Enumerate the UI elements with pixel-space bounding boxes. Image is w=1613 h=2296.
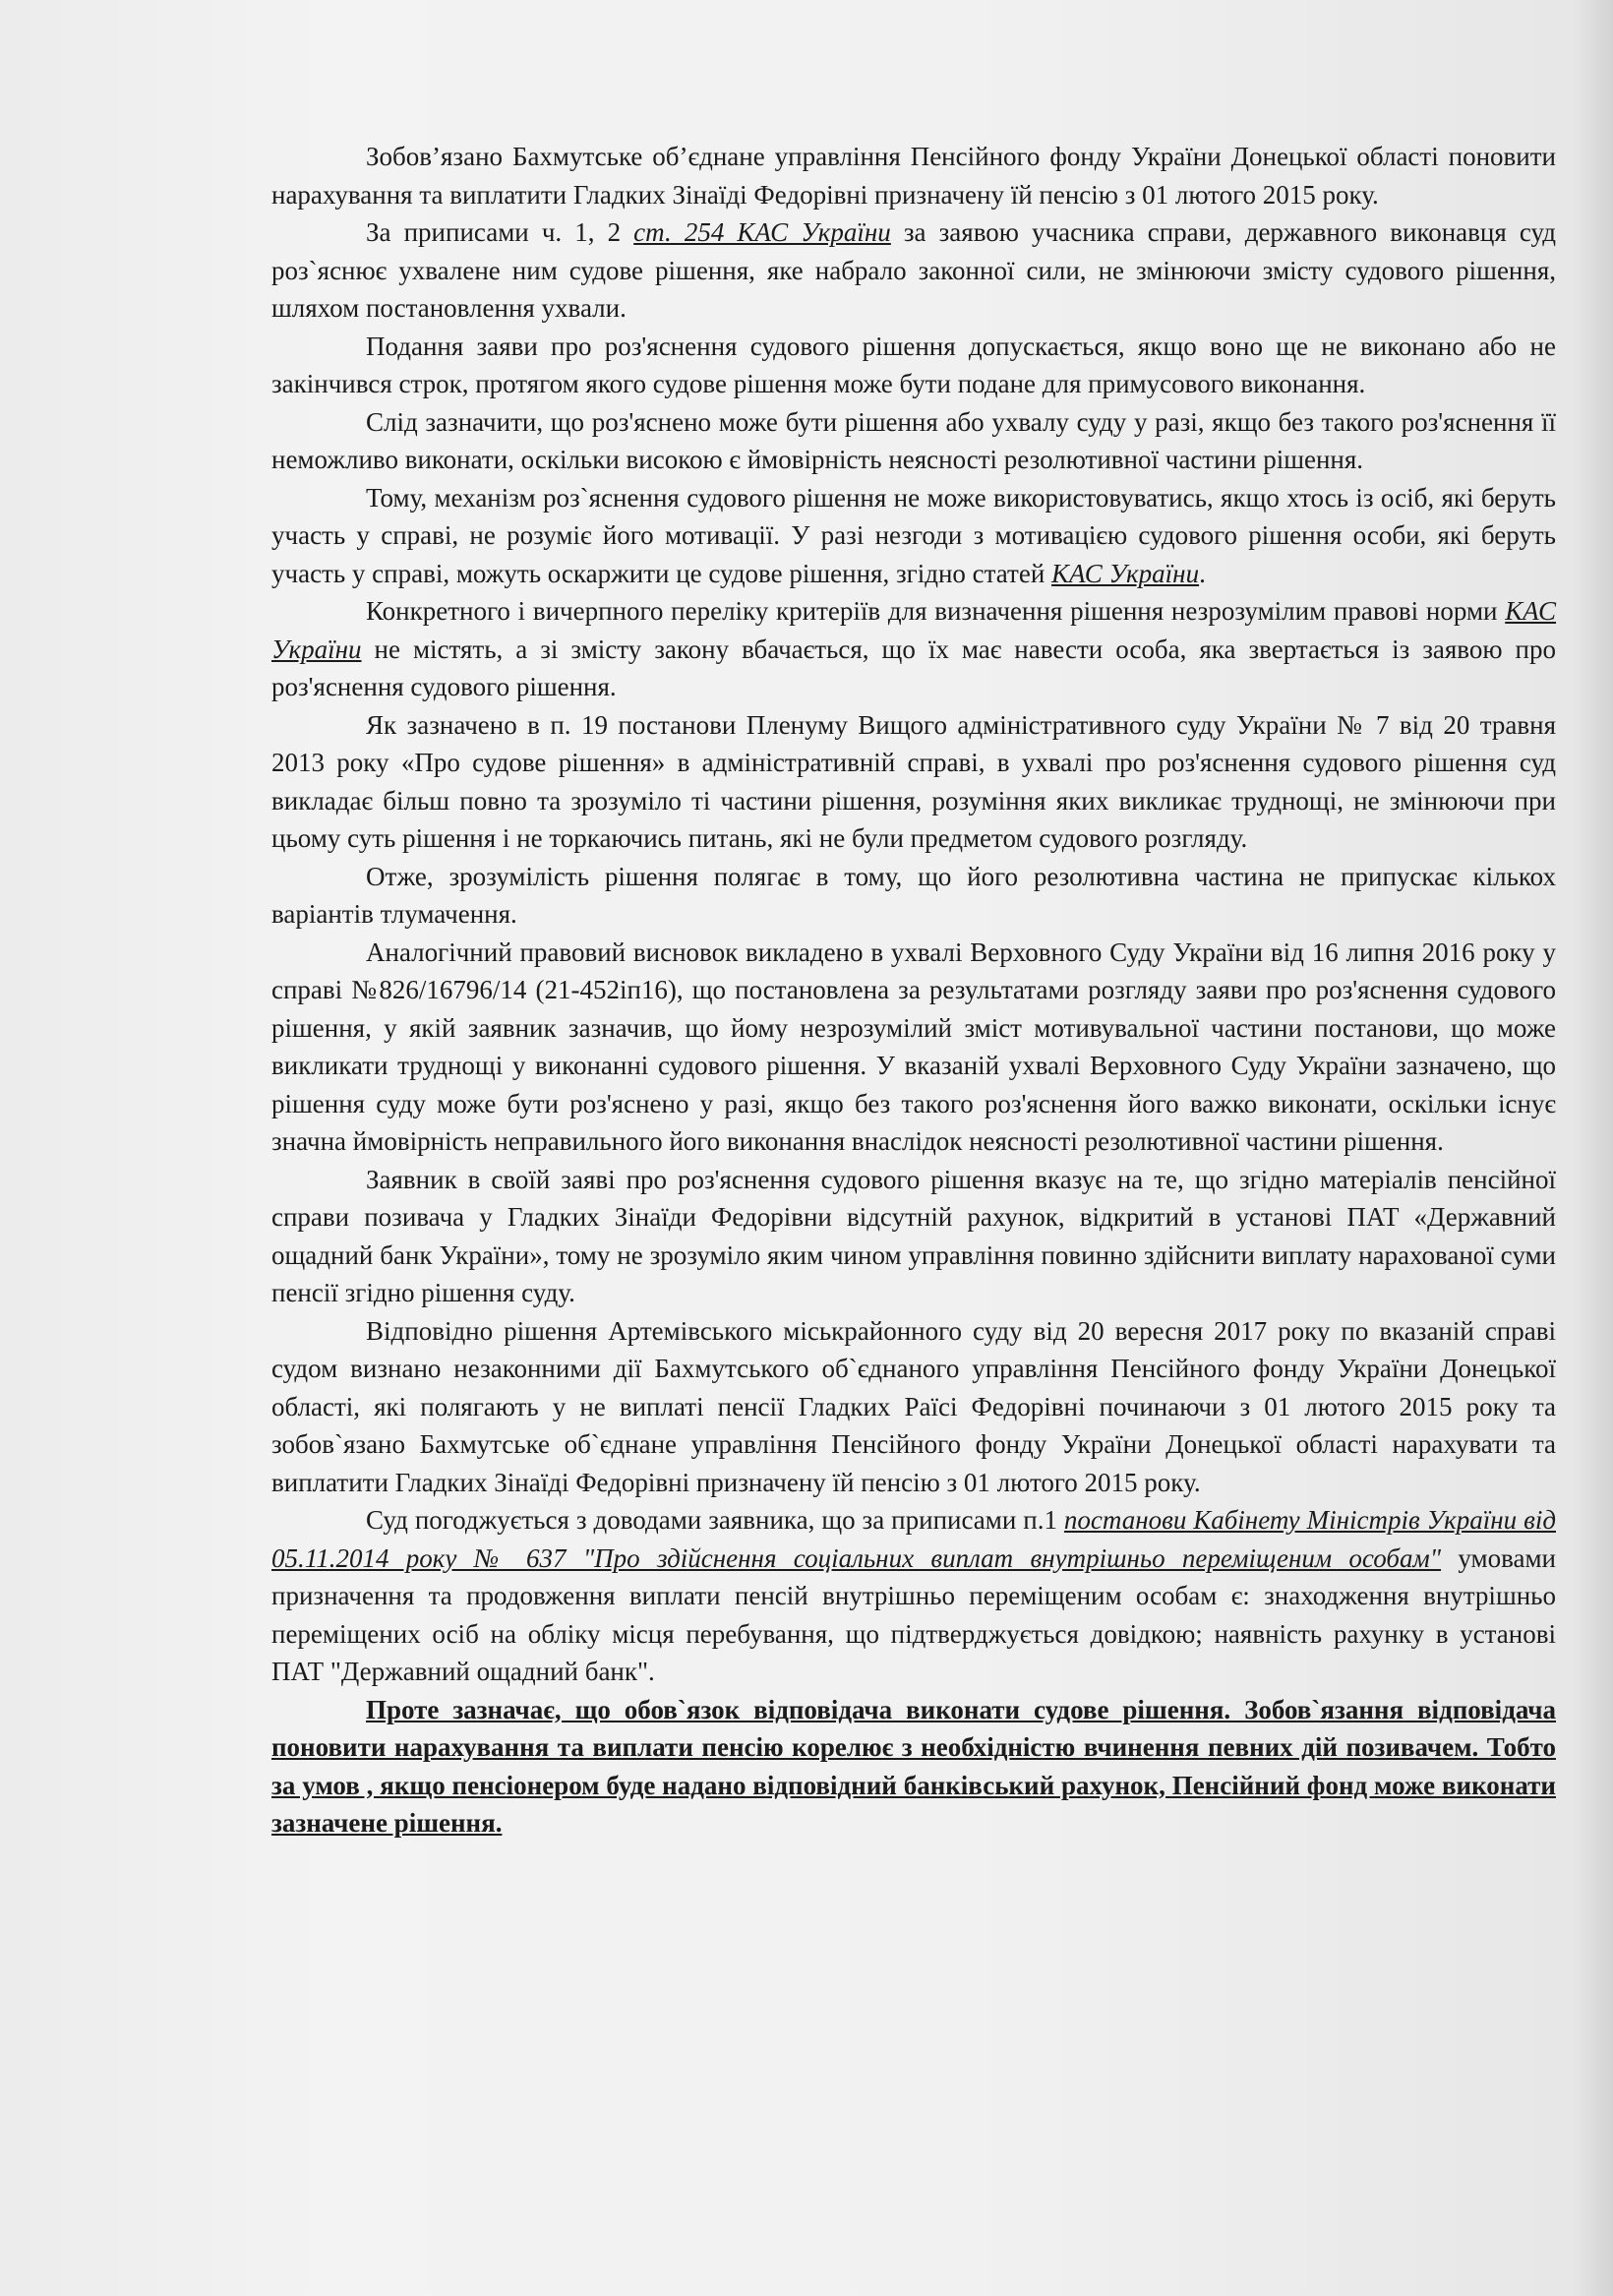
paragraph xyxy=(271,403,1556,479)
paragraph-text: Слід зазначити, що роз'яснено може бути рішення або ухвалу суду у разі, якщо без такого роз'яснення її неможливо виконати, оскільки високою є ймовірність неясності резолютивної частини рішення. xyxy=(271,406,1556,474)
page-edge-shadow xyxy=(1574,0,1613,2296)
paragraph xyxy=(271,1501,1556,1691)
paragraph xyxy=(271,213,1556,328)
paragraph xyxy=(271,1161,1556,1312)
paragraph-text: Як зазначено в п. 19 постанови Пленуму Вищого адміністративного суду України № 7 від 20 травня 2013 року «Про судове рішення» в адміністративній справі, в ухвалі про роз'яснення судового рішення суд викладає більш повно та зрозуміло ті частини рішення, розуміння яких викликає труднощі, не змінюючи при цьому суть рішення і не торкаючись питань, які не були предметом судового розгляду. xyxy=(271,709,1556,853)
paragraph-text: Конкретного і вичерпного переліку критеріїв для визначення рішення незрозумілим правові норми xyxy=(366,596,1506,626)
paragraph-text: Тому, механізм роз`яснення судового рішення не може використовуватись, якщо хтось із осіб, які беруть участь у справі, не розуміє його мотивації. У разі незгоди з мотивацією судового рішення особи, які беруть участь у справі, можуть оскаржити це судове рішення, згідно статей xyxy=(271,482,1556,588)
paragraph xyxy=(271,479,1556,593)
paragraph xyxy=(271,934,1556,1161)
paragraph xyxy=(271,858,1556,934)
paragraph-text: Подання заяви про роз'яснення судового рішення допускається, якщо воно ще не виконано або не закінчився строк, протягом якого судове рішення може бути подане для примусового виконання. xyxy=(271,331,1556,398)
document-body xyxy=(271,138,1556,1843)
paragraph-text: Відповідно рішення Артемівського міськрайонного суду від 20 вересня 2017 року по вказаній справі судом визнано незаконними дії Бахмутського об`єднаного управління Пенсійного фонду України Донецької області, які полягають у не виплаті пенсії Гладких Раїсі Федорівні починаючи з 01 лютого 2015 року та зобов`язано Бахмутське об`єднане управління Пенсійного фонду України Донецької області нарахувати та виплатити Гладких Зінаїді Федорівні призначену їй пенсію з 01 лютого 2015 року. xyxy=(271,1315,1556,1497)
paragraph-text: За приписами ч. 1, 2 xyxy=(366,217,634,247)
conclusion-paragraph xyxy=(271,1691,1556,1843)
paragraph-text: Аналогічний правовий висновок викладено в ухвалі Верховного Суду України від 16 липня 2016 року у справі №826/16796/14 (21-452іп16), що постановлена за результатами розгляду заяви про роз'яснення судового рішення, у якій заявник зазначив, що йому незрозумілий зміст мотивувальної частини постанови, що може викликати труднощі у виконанні судового рішення. У вказаній ухвалі Верховного Суду України зазначено, що рішення суду може бути роз'яснено у разі, якщо без такого роз'яснення його важко виконати, оскільки існує значна ймовірність неправильного його виконання внаслідок неясності резолютивної частини рішення. xyxy=(271,937,1556,1156)
paragraph-text: умовами призначення та продовження виплати пенсій внутрішньо переміщеним особам є: знаходження внутрішньо переміщених осіб на обліку місця перебування, що підтверджується довідкою; наявність рахунку в установі ПАТ "Державний ощадний банк". xyxy=(271,1542,1556,1686)
paragraph xyxy=(271,328,1556,403)
paragraph xyxy=(271,592,1556,706)
legal-reference-link[interactable]: постанови Кабінету Міністрів України від 05.11.2014 року № 637 "Про здійснення соціальних виплат внутрішньо переміщеним особам" xyxy=(271,1505,1556,1573)
paragraph-text: Заявник в своїй заяві про роз'яснення судового рішення вказує на те, що згідно матеріалів пенсійної справи позивача у Гладких Зінаїди Федорівни відсутній рахунок, відкритий в установі ПАТ «Державний ощадний банк України», тому не зрозуміло яким чином управління повинно здійснити виплату нарахованої суми пенсії згідно рішення суду. xyxy=(271,1164,1556,1307)
paragraph-text: не містять, а зі змісту закону вбачається, що їх має навести особа, яка звертається із заявою про роз'яснення судового рішення. xyxy=(271,634,1556,701)
paragraph-text: Зобов’язано Бахмутське об’єднане управління Пенсійного фонду України Донецької області поновити нарахування та виплатити Гладких Зінаїді Федорівні призначену їй пенсію з 01 лютого 2015 року. xyxy=(271,142,1556,210)
paragraph-text: Проте зазначає, що обов`язок відповідача виконати судове рішення. Зобов`язання відповідача поновити нарахування та виплати пенсію корелює з необхідністю вчинення певних дій позивачем. Тобто за умов , якщо пенсіонером буде надано відповідний банківський рахунок, Пенсійний фонд може виконати зазначене рішення. xyxy=(271,1694,1556,1838)
paragraph-text: Отже, зрозумілість рішення полягає в тому, що його резолютивна частина не припускає кількох варіантів тлумачення. xyxy=(271,861,1556,929)
paragraph-text: Суд погоджується з доводами заявника, що за приписами п.1 xyxy=(366,1505,1064,1535)
legal-reference-link[interactable]: КАС України xyxy=(1051,558,1200,588)
paragraph xyxy=(271,706,1556,858)
paragraph-text: за заявою учасника справи, державного виконавця суд роз`яснює ухвалене ним судове рішення, яке набрало законної сили, не змінюючи змісту судового рішення, шляхом постановлення ухвали. xyxy=(271,217,1557,323)
paragraph xyxy=(271,138,1556,213)
paragraph-text: . xyxy=(1199,558,1206,588)
legal-reference-link[interactable]: ст. 254 КАС України xyxy=(633,217,891,247)
legal-reference-link[interactable]: КАС України xyxy=(271,596,1556,664)
paragraph xyxy=(271,1312,1556,1502)
